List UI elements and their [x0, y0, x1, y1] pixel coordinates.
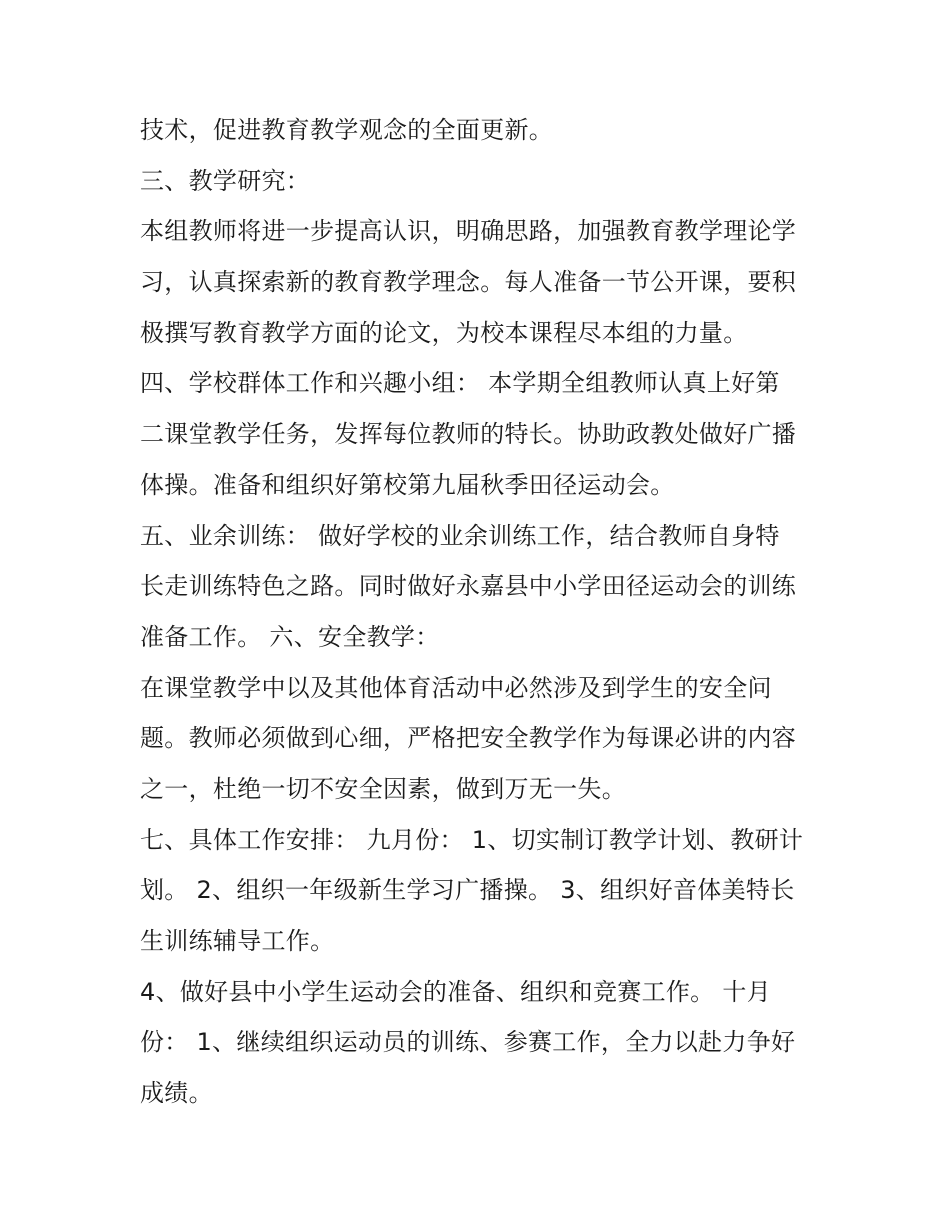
- section-heading-teaching-research: 三、教学研究：: [140, 166, 311, 195]
- text-line: 本组教师将进一步提高认识，明确思路，加强教育教学理论学: [140, 217, 797, 246]
- text-line: 成绩。: [140, 1079, 213, 1108]
- text-line: 四、学校群体工作和兴趣小组： 本学期全组教师认真上好第: [140, 369, 780, 398]
- text-line: 极撰写教育教学方面的论文，为校本课程尽本组的力量。: [140, 318, 748, 347]
- text-line: 生训练辅导工作。: [140, 927, 335, 955]
- text-line: 4、做好县中小学生运动会的准备、组织和竞赛工作。 十月: [140, 977, 771, 1006]
- text-line: 划。 2、组织一年级新生学习广播操。 3、组织好音体美特长: [140, 876, 795, 905]
- text-line: 二课堂教学任务，发挥每位教师的特长。协助政教处做好广播: [140, 420, 797, 449]
- text-line: 习，认真探索新的教育教学理念。每人准备一节公开课，要积: [140, 268, 797, 297]
- text-line: 准备工作。 六、安全教学：: [140, 622, 440, 651]
- text-line: 技术，促进教育教学观念的全面更新。: [140, 116, 554, 144]
- text-line: 七、具体工作安排： 九月份： 1、切实制订教学计划、教研计: [140, 825, 804, 854]
- text-line: 之一，杜绝一切不安全因素，做到万无一失。: [140, 774, 626, 803]
- text-line: 题。教师必须做到心细，严格把安全教学作为每课必讲的内容: [140, 724, 797, 753]
- text-line: 体操。准备和组织好第校第九届秋季田径运动会。: [140, 470, 675, 499]
- text-line: 在课堂教学中以及其他体育活动中必然涉及到学生的安全问: [140, 673, 772, 702]
- text-line: 长走训练特色之路。同时做好永嘉县中小学田径运动会的训练: [140, 572, 797, 601]
- text-line: 份： 1、继续组织运动员的训练、参赛工作，全力以赴力争好: [140, 1028, 796, 1057]
- text-line: 五、业余训练： 做好学校的业余训练工作，结合教师自身特: [140, 521, 780, 550]
- document-body: [140, 105, 820, 1119]
